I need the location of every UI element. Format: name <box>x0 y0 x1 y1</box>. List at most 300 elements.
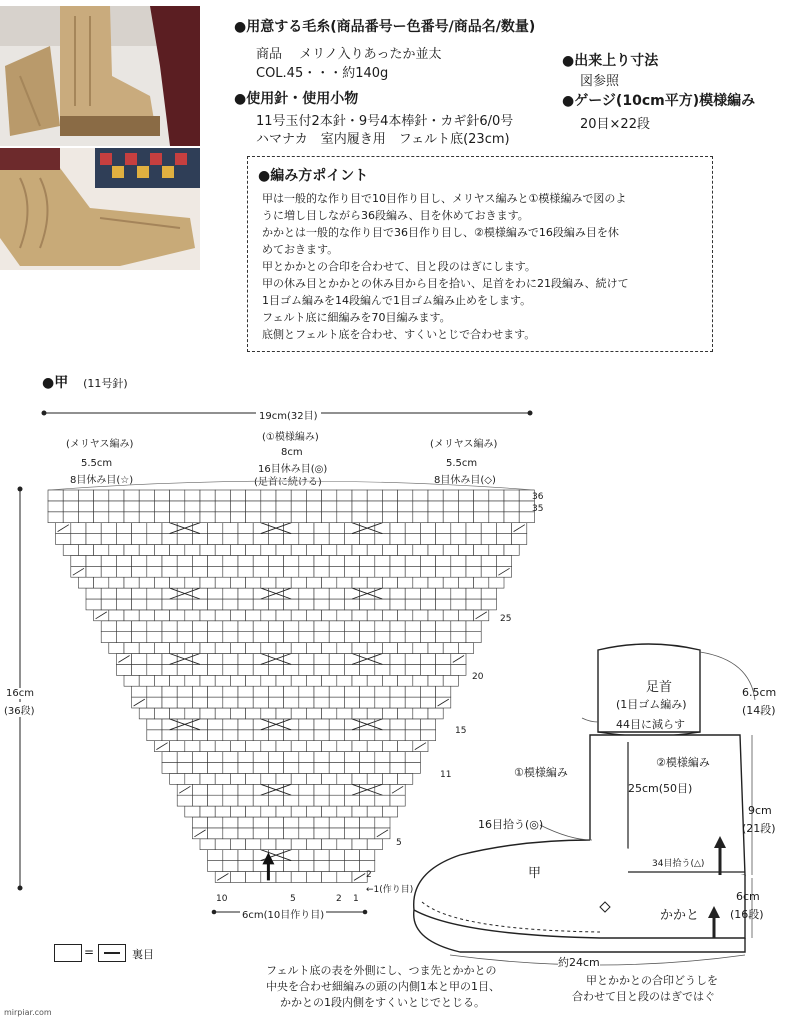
stitch-cell <box>436 566 451 577</box>
stitch-cell <box>101 599 116 610</box>
stitch-cell <box>192 697 207 708</box>
stitch-cell <box>360 664 375 675</box>
stitch-cell <box>466 599 481 610</box>
stitch-cell <box>132 588 147 599</box>
stitch-cell <box>344 621 359 632</box>
stitch-cell <box>352 512 367 523</box>
stitch-cell <box>162 730 177 741</box>
stitch-cell <box>382 545 397 556</box>
stitch-cell <box>109 501 124 512</box>
stitch-cell <box>428 512 443 523</box>
photo-slippers-top <box>0 6 200 146</box>
stitch-cell <box>261 501 276 512</box>
stitch-cell <box>208 828 223 839</box>
stitch-cell <box>154 708 169 719</box>
stitch-cell <box>208 588 223 599</box>
stitch-cell <box>132 621 147 632</box>
stitch-cell <box>284 752 299 763</box>
stitch-cell <box>215 512 230 523</box>
stitch-cell <box>170 577 185 588</box>
stitch-cell <box>230 501 245 512</box>
stitch-cell <box>200 708 215 719</box>
stitch-cell <box>367 545 382 556</box>
stitch-cell <box>261 643 276 654</box>
stitch-cell <box>344 817 359 828</box>
stitch-cell <box>192 599 207 610</box>
stitch-cell <box>299 719 314 730</box>
stitch-cell <box>109 490 124 501</box>
stitch-cell <box>246 512 261 523</box>
stitch-cell <box>375 621 390 632</box>
stitch-cell <box>208 861 223 872</box>
stitch-cell <box>223 664 238 675</box>
stitch-cell <box>223 784 238 795</box>
stitch-cell <box>192 784 207 795</box>
stitch-cell <box>147 621 162 632</box>
stitch-cell <box>451 588 466 599</box>
stitch-cell <box>276 643 291 654</box>
stitch-cell <box>314 828 329 839</box>
stitch-cell <box>261 839 276 850</box>
stitch-cell <box>162 621 177 632</box>
stitch-cell <box>360 534 375 545</box>
stitch-cell <box>360 850 375 861</box>
stitch-cell <box>230 577 245 588</box>
stitch-cell <box>314 719 329 730</box>
stitch-cell <box>291 741 306 752</box>
stitch-cell <box>185 501 200 512</box>
stitch-cell <box>360 763 375 774</box>
stitch-cell <box>185 741 200 752</box>
stitch-cell <box>132 686 147 697</box>
watermark: mirpiar.com <box>4 1008 52 1017</box>
stitch-cell <box>352 577 367 588</box>
stitch-cell <box>489 490 504 501</box>
stitch-cell <box>177 795 192 806</box>
stitch-cell <box>474 490 489 501</box>
stitch-cell <box>246 501 261 512</box>
stitch-cell <box>200 501 215 512</box>
stitch-cell <box>177 686 192 697</box>
stitch-cell <box>375 763 390 774</box>
stitch-cell <box>246 708 261 719</box>
stitch-cell <box>147 719 162 730</box>
stitch-cell <box>367 741 382 752</box>
finished-size-heading: ●出来上り寸法 <box>562 53 659 69</box>
height-cm: 16cm <box>6 688 34 699</box>
points-line: 1目ゴム編みを14段編んで1目ゴム編み止めをします。 <box>262 294 532 307</box>
stitch-cell <box>177 697 192 708</box>
stitch-cell <box>413 490 428 501</box>
stitch-cell <box>208 654 223 665</box>
stitch-cell <box>268 817 283 828</box>
stitch-cell <box>132 534 147 545</box>
stitch-cell <box>306 708 321 719</box>
stitch-cell <box>481 566 496 577</box>
stitch-cell <box>451 599 466 610</box>
stitch-cell <box>284 632 299 643</box>
note-left-1: フェルト底の表を外側にし、つま先とかかとの <box>266 964 497 977</box>
stitch-cell <box>276 610 291 621</box>
stitch-cell <box>314 861 329 872</box>
stitch-cell <box>101 566 116 577</box>
stitch-cell <box>238 795 253 806</box>
stitch-cell <box>451 534 466 545</box>
stitch-cell <box>139 610 154 621</box>
stitch-cell <box>192 621 207 632</box>
stitch-cell <box>230 643 245 654</box>
stitch-cell <box>420 588 435 599</box>
stitch-cell <box>208 763 223 774</box>
stitch-cell <box>299 752 314 763</box>
stitch-cell <box>116 632 131 643</box>
stitch-cell <box>215 643 230 654</box>
stitch-cell <box>504 512 519 523</box>
stitch-cell <box>268 621 283 632</box>
stitch-cell <box>192 763 207 774</box>
row-label-20: 20 <box>472 672 484 682</box>
stitch-cell <box>413 610 428 621</box>
stitch-cell <box>139 512 154 523</box>
stitch-cell <box>101 555 116 566</box>
stitch-cell <box>223 730 238 741</box>
stitch-cell <box>139 490 154 501</box>
stitch-cell <box>253 730 268 741</box>
stitch-cell <box>382 577 397 588</box>
stitch-cell <box>337 839 352 850</box>
stitch-cell <box>314 697 329 708</box>
stitch-cell <box>261 806 276 817</box>
ankle-height-rows: (14段) <box>742 704 776 717</box>
stitch-cell <box>200 675 215 686</box>
stitch-cell <box>276 675 291 686</box>
stitch-cell <box>238 719 253 730</box>
stitch-cell <box>223 752 238 763</box>
stitch-cell <box>223 632 238 643</box>
stitch-cell <box>360 817 375 828</box>
left-rest: 8目休み目(☆) <box>70 475 134 486</box>
stitch-cell <box>306 545 321 556</box>
stitch-cell <box>261 708 276 719</box>
stitch-cell <box>458 577 473 588</box>
stitch-cell <box>185 708 200 719</box>
stitch-cell <box>504 501 519 512</box>
chart-title: ●甲 (11号針) <box>42 375 128 391</box>
stitch-cell <box>322 577 337 588</box>
bottom-count-5: 5 <box>290 894 296 904</box>
stitch-cell <box>420 555 435 566</box>
stitch-cell <box>352 773 367 784</box>
row-label-25: 25 <box>500 614 512 624</box>
stitch-cell <box>306 490 321 501</box>
stitch-cell <box>238 850 253 861</box>
stitch-cell <box>314 664 329 675</box>
stitch-cell <box>253 534 268 545</box>
stitch-cell <box>253 763 268 774</box>
stitch-cell <box>466 588 481 599</box>
stitch-cell <box>94 512 109 523</box>
stitch-cell <box>253 632 268 643</box>
stitch-cell <box>466 621 481 632</box>
stitch-cell <box>481 534 496 545</box>
stitch-cell <box>215 773 230 784</box>
stitch-cell <box>306 773 321 784</box>
stitch-cell <box>86 599 101 610</box>
stitch-cell <box>170 501 185 512</box>
stitch-cell <box>382 643 397 654</box>
stitch-cell <box>466 555 481 566</box>
stitch-cell <box>170 490 185 501</box>
stitch-cell <box>344 555 359 566</box>
stitch-cell <box>253 795 268 806</box>
stitch-cell <box>504 490 519 501</box>
stitch-cell <box>291 806 306 817</box>
stitch-cell <box>314 730 329 741</box>
stitch-cell <box>147 599 162 610</box>
sole-length-label: 約24cm <box>558 956 600 969</box>
cast-on-note: ←1(作り目) <box>366 885 414 895</box>
stitch-cell <box>284 763 299 774</box>
stitch-cell <box>420 621 435 632</box>
stitch-cell <box>215 708 230 719</box>
stitch-cell <box>360 795 375 806</box>
stitch-cell <box>405 599 420 610</box>
stitch-cell <box>215 741 230 752</box>
stitch-cell <box>284 664 299 675</box>
stitch-cell <box>413 501 428 512</box>
stitch-cell <box>185 545 200 556</box>
stitch-cell <box>208 795 223 806</box>
stitch-cell <box>344 566 359 577</box>
stitch-cell <box>398 545 413 556</box>
yarn-heading: ●用意する毛糸(商品番号ー色番号/商品名/数量) <box>234 19 536 35</box>
stitch-cell <box>71 555 86 566</box>
stitch-cell <box>466 523 481 534</box>
points-line: 底側とフェルト底を合わせ、すくいとじで合わせます。 <box>262 328 536 341</box>
stitch-cell <box>109 577 124 588</box>
stitch-cell <box>375 730 390 741</box>
stitch-cell <box>238 828 253 839</box>
stitch-cell <box>314 588 329 599</box>
stitch-cell <box>443 490 458 501</box>
stitch-cell <box>284 730 299 741</box>
stitch-cell <box>246 643 261 654</box>
points-line: 甲は一般的な作り目で10目作り目し、メリヤス編みと①模様編みで図のよ <box>262 192 627 205</box>
row-label-36: 36 <box>532 492 544 502</box>
stitch-cell <box>306 806 321 817</box>
stitch-cell <box>276 490 291 501</box>
stitch-cell <box>322 490 337 501</box>
stitch-cell <box>398 577 413 588</box>
stitch-cell <box>162 686 177 697</box>
stitch-cell <box>329 752 344 763</box>
stitch-cell <box>177 599 192 610</box>
stitch-cell <box>154 610 169 621</box>
stitch-cell <box>208 621 223 632</box>
stitch-cell <box>238 686 253 697</box>
stitch-cell <box>382 708 397 719</box>
stitch-cell <box>268 555 283 566</box>
stitch-cell <box>375 795 390 806</box>
stitch-cell <box>291 708 306 719</box>
stitch-cell <box>116 599 131 610</box>
stitch-cell <box>147 730 162 741</box>
stitch-cell <box>314 632 329 643</box>
right-rest: 8目休み目(◇) <box>434 475 496 486</box>
stitch-cell <box>246 806 261 817</box>
stitch-cell <box>306 675 321 686</box>
stitch-cell <box>390 534 405 545</box>
stitch-cell <box>299 599 314 610</box>
pattern1-label: ①模様編み <box>514 766 568 779</box>
stitch-cell <box>253 555 268 566</box>
stitch-cell <box>291 545 306 556</box>
stitch-cell <box>200 577 215 588</box>
stitch-cell <box>367 501 382 512</box>
stitch-cell <box>116 664 131 675</box>
stitch-cell <box>261 610 276 621</box>
stitch-cell <box>329 719 344 730</box>
stitch-cell <box>291 872 306 883</box>
stitch-cell <box>63 545 78 556</box>
stitch-cell <box>512 534 527 545</box>
stitch-cell <box>367 643 382 654</box>
stitch-cell <box>147 664 162 675</box>
stitch-cell <box>458 490 473 501</box>
stitch-cell <box>420 599 435 610</box>
stitch-cell <box>398 512 413 523</box>
stitch-cell <box>344 861 359 872</box>
stitch-cell <box>124 610 139 621</box>
stitch-cell <box>94 490 109 501</box>
stitch-cell <box>299 861 314 872</box>
stitch-cell <box>177 632 192 643</box>
stitch-cell <box>322 512 337 523</box>
stitch-cell <box>170 773 185 784</box>
stitch-cell <box>329 566 344 577</box>
stitch-cell <box>230 490 245 501</box>
stitch-cell <box>154 545 169 556</box>
stitch-cell <box>200 512 215 523</box>
stitch-cell <box>170 741 185 752</box>
stitch-cell <box>116 523 131 534</box>
stitch-cell <box>276 545 291 556</box>
stitch-cell <box>162 697 177 708</box>
stitch-cell <box>299 784 314 795</box>
stitch-cell <box>86 523 101 534</box>
bottom-count-10: 10 <box>216 894 228 904</box>
stitch-cell <box>177 763 192 774</box>
stitch-cell <box>344 697 359 708</box>
stitch-cell <box>489 512 504 523</box>
stitch-cell <box>185 490 200 501</box>
stitch-cell <box>329 523 344 534</box>
stitch-cell <box>344 534 359 545</box>
stitch-cell <box>170 708 185 719</box>
stitch-cell <box>337 577 352 588</box>
needles-heading: ●使用針・使用小物 <box>234 91 359 107</box>
stitch-cell <box>238 621 253 632</box>
stitch-cell <box>78 512 93 523</box>
stitch-cell <box>238 555 253 566</box>
stitch-cell <box>375 697 390 708</box>
stitch-cell <box>466 534 481 545</box>
stitch-cell <box>192 795 207 806</box>
stitch-cell <box>314 523 329 534</box>
stitch-cell <box>261 577 276 588</box>
stitch-cell <box>253 817 268 828</box>
stitch-cell <box>200 806 215 817</box>
stitch-cell <box>322 675 337 686</box>
stitch-cell <box>496 555 511 566</box>
stitch-cell <box>496 523 511 534</box>
stitch-cell <box>230 741 245 752</box>
stitch-cell <box>276 872 291 883</box>
stitch-cell <box>443 610 458 621</box>
row-label-2: 2 <box>366 870 372 880</box>
stitch-cell <box>101 632 116 643</box>
leg-height-cm: 9cm <box>748 804 772 817</box>
stitch-cell <box>337 872 352 883</box>
stitch-cell <box>329 850 344 861</box>
stitch-cell <box>284 621 299 632</box>
stitch-cell <box>177 566 192 577</box>
stitch-cell <box>299 730 314 741</box>
stitch-cell <box>223 566 238 577</box>
stitch-cell <box>367 490 382 501</box>
stitch-cell <box>337 643 352 654</box>
stitch-cell <box>238 632 253 643</box>
stitch-cell <box>291 490 306 501</box>
stitch-cell <box>314 752 329 763</box>
stitch-cell <box>360 632 375 643</box>
stitch-cell <box>238 523 253 534</box>
stitch-cell <box>413 577 428 588</box>
stitch-cell <box>56 534 71 545</box>
stitch-cell <box>185 643 200 654</box>
stitch-cell <box>208 850 223 861</box>
stitch-cell <box>276 512 291 523</box>
stitch-cell <box>322 610 337 621</box>
stitch-cell <box>185 773 200 784</box>
stitch-cell <box>375 555 390 566</box>
stitch-cell <box>367 839 382 850</box>
stitch-cell <box>261 490 276 501</box>
stitch-cell <box>154 490 169 501</box>
stitch-cell <box>78 501 93 512</box>
stitch-cell <box>223 795 238 806</box>
stitch-cell <box>360 828 375 839</box>
stitch-cell <box>352 675 367 686</box>
stitch-cell <box>436 555 451 566</box>
stitch-cell <box>329 555 344 566</box>
stitch-cell <box>458 545 473 556</box>
stitch-cell <box>223 763 238 774</box>
photo-slippers-side <box>0 148 200 270</box>
top-width-label: 19cm(32目) <box>256 407 321 422</box>
stitch-cell <box>268 697 283 708</box>
stitch-cell <box>306 610 321 621</box>
stitch-cell <box>261 741 276 752</box>
stitch-cell <box>215 806 230 817</box>
stitch-cell <box>299 828 314 839</box>
stitch-cell <box>208 664 223 675</box>
stitch-cell <box>344 599 359 610</box>
pickup34-label: 34目拾う(△) <box>652 859 705 869</box>
stitch-cell <box>382 773 397 784</box>
pattern2-label: ②模様編み <box>656 756 710 769</box>
stitch-cell <box>329 599 344 610</box>
